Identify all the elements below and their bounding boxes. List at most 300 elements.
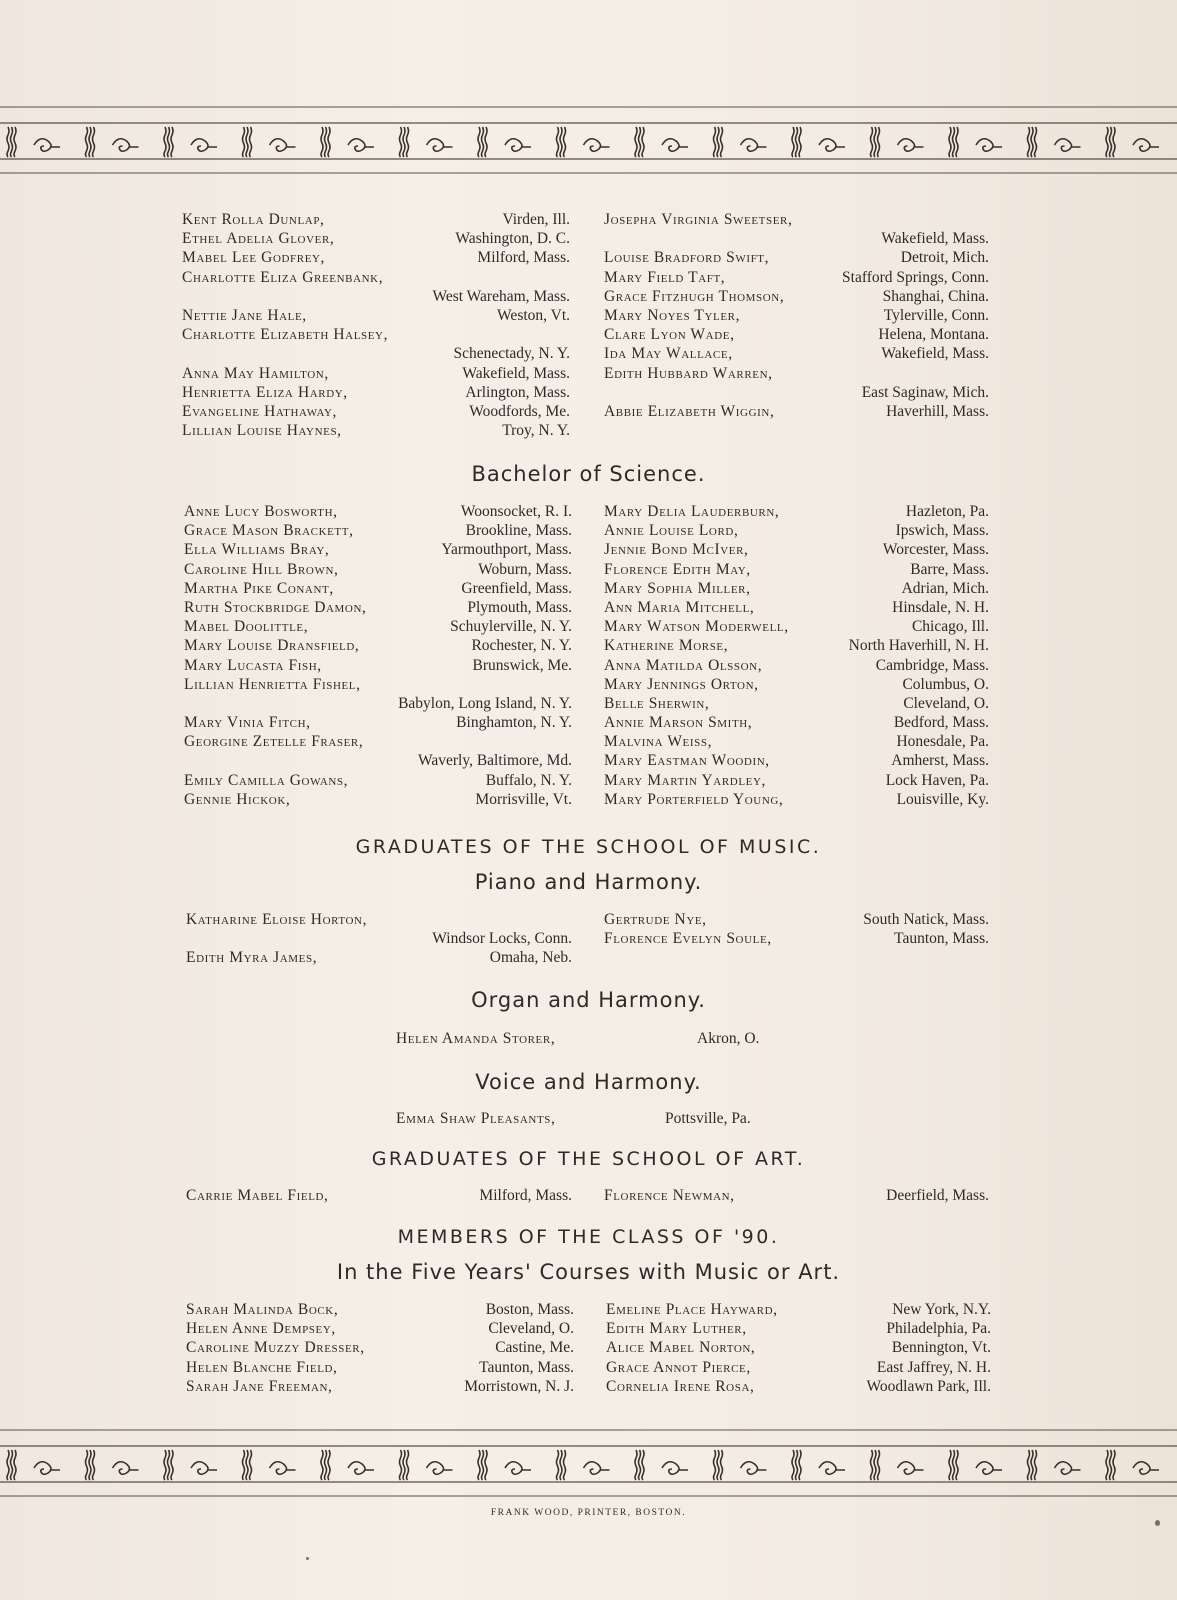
- list-item: [604, 675, 989, 694]
- entry-name: Grace Mason Brackett,: [184, 522, 354, 540]
- border-scroll-ornament: [1055, 139, 1081, 152]
- border-stroke-ornament: [799, 1450, 801, 1480]
- entry-place: Yarmouthport, Mass.: [441, 541, 572, 559]
- entry-name: Ida May Wallace,: [604, 345, 733, 363]
- organ-entry: [396, 1030, 555, 1048]
- entry-place: Omaha, Neb.: [489, 949, 572, 967]
- list-item: [606, 1300, 991, 1319]
- entry-name: Alice Mabel Norton,: [606, 1339, 756, 1357]
- entry-name: Mary Delia Lauderburn,: [604, 503, 780, 520]
- heading-bachelor-of-science: Bachelor of Science.: [471, 462, 706, 486]
- border-stroke-ornament: [403, 127, 405, 157]
- list-item: [606, 1319, 991, 1338]
- list-item: [604, 287, 989, 306]
- list-item: [604, 694, 989, 713]
- top-list-right: [604, 210, 989, 421]
- border-scroll-ornament: [34, 139, 60, 152]
- entry-name: Edith Mary Luther,: [606, 1320, 747, 1338]
- border-stroke-ornament: [796, 1450, 798, 1480]
- entry-name: Annie Louise Lord,: [604, 522, 739, 540]
- heading-class-of-90: MEMBERS OF THE CLASS OF '90.: [397, 1226, 780, 1248]
- border-stroke-ornament: [403, 1450, 405, 1480]
- entry-place: Binghamton, N. Y.: [456, 714, 572, 732]
- list-item: [604, 210, 989, 229]
- list-item: [182, 306, 570, 325]
- top-decorative-border: [0, 105, 1177, 175]
- list-item: [604, 344, 989, 363]
- list-item: [604, 732, 989, 751]
- list-item: [604, 521, 989, 540]
- list-item: [604, 713, 989, 732]
- entry-name: Mary Vinia Fitch,: [184, 714, 311, 732]
- entry-name: Georgine Zetelle Fraser,: [184, 733, 364, 751]
- border-scroll-ornament: [584, 139, 610, 152]
- list-item: [182, 421, 570, 440]
- border-stroke-ornament: [482, 127, 484, 157]
- entry-name: Caroline Muzzy Dresser,: [186, 1339, 365, 1357]
- entry-name: Mabel Doolittle,: [184, 618, 309, 636]
- entry-name: Clare Lyon Wade,: [604, 326, 735, 344]
- piano-list-left: [186, 910, 572, 968]
- entry-name: Belle Sherwin,: [604, 694, 710, 712]
- art-right-place: Deerfield, Mass.: [886, 1187, 989, 1204]
- border-stroke-ornament: [482, 1450, 484, 1480]
- border-scroll-ornament: [113, 1462, 139, 1475]
- list-item: [184, 656, 572, 675]
- entry-name: Charlotte Eliza Greenbank,: [182, 268, 384, 286]
- list-item: [604, 364, 989, 383]
- border-stroke-ornament: [721, 1450, 723, 1480]
- entry-name: Anna Matilda Olsson,: [604, 656, 763, 674]
- border-stroke-ornament: [14, 127, 16, 157]
- border-stroke-ornament: [407, 1450, 409, 1480]
- border-stroke-ornament: [1035, 1450, 1037, 1480]
- entry-name: Edith Myra James,: [186, 949, 318, 967]
- entry-place: East Saginaw, Mich.: [861, 383, 989, 401]
- border-stroke-ornament: [246, 1450, 248, 1480]
- entry-name: Ethel Adelia Glover,: [182, 230, 335, 248]
- list-item: [186, 1338, 574, 1357]
- list-item: [182, 229, 570, 248]
- entry-place: Taunton, Mass.: [894, 930, 989, 948]
- list-item: [184, 694, 572, 713]
- list-item: [604, 636, 989, 655]
- border-stroke-ornament: [407, 127, 409, 157]
- top-list-left: [182, 210, 570, 440]
- paper-speck: [1155, 1520, 1160, 1526]
- art-right-name: Florence Newman,: [604, 1187, 735, 1204]
- list-item: [184, 675, 572, 694]
- border-scroll-ornament: [1055, 1462, 1081, 1475]
- border-stroke-ornament: [7, 1450, 9, 1480]
- list-item: [186, 1300, 574, 1319]
- border-stroke-ornament: [949, 127, 951, 157]
- bottom-decorative-border: [0, 1428, 1177, 1498]
- list-item: [604, 929, 989, 948]
- border-stroke-ornament: [956, 1450, 958, 1480]
- paper-speck: [306, 1557, 309, 1560]
- entry-place: Louisville, Ky.: [896, 790, 989, 808]
- entry-name: Grace Annot Pierce,: [606, 1358, 751, 1376]
- border-stroke-ornament: [7, 127, 9, 157]
- border-stroke-ornament: [400, 1450, 402, 1480]
- entry-name: Nettie Jane Hale,: [182, 306, 307, 324]
- entry-place: Hazleton, Pa.: [905, 503, 989, 520]
- border-scroll-ornament: [741, 1462, 767, 1475]
- list-item: [604, 656, 989, 675]
- entry-name: Charlotte Elizabeth Halsey,: [182, 326, 389, 344]
- border-stroke-ornament: [557, 1450, 559, 1480]
- entry-name: Sarah Malinda Bock,: [186, 1301, 339, 1318]
- border-stroke-ornament: [1110, 127, 1112, 157]
- border-scroll-ornament: [348, 1462, 374, 1475]
- border-stroke-ornament: [246, 127, 248, 157]
- entry-place: Detroit, Mich.: [900, 249, 989, 267]
- entry-name: Kent Rolla Dunlap,: [182, 211, 325, 228]
- border-stroke-ornament: [93, 1450, 95, 1480]
- entry-name: Helen Anne Dempsey,: [186, 1320, 336, 1338]
- list-item: [604, 402, 989, 421]
- list-item: [184, 502, 572, 521]
- entry-place: East Jaffrey, N. H.: [876, 1358, 991, 1376]
- border-stroke-ornament: [799, 127, 801, 157]
- entry-place: Castine, Me.: [495, 1339, 574, 1357]
- border-scroll-ornament: [113, 139, 139, 152]
- border-scroll-ornament: [1133, 139, 1159, 152]
- organ-place-wrap: [697, 1030, 759, 1048]
- entry-place: Babylon, Long Island, N. Y.: [398, 694, 572, 712]
- border-scroll-ornament: [976, 1462, 1002, 1475]
- border-stroke-ornament: [400, 127, 402, 157]
- heading-school-of-art: GRADUATES OF THE SCHOOL OF ART.: [371, 1148, 806, 1170]
- art-left-place: Milford, Mass.: [479, 1187, 572, 1204]
- entry-place: Tylerville, Conn.: [883, 306, 989, 324]
- entry-place: Plymouth, Mass.: [467, 598, 572, 616]
- entry-place: Schenectady, N. Y.: [453, 345, 570, 363]
- border-stroke-ornament: [564, 1450, 566, 1480]
- border-stroke-ornament: [1031, 1450, 1033, 1480]
- border-stroke-ornament: [171, 1450, 173, 1480]
- list-item: [184, 560, 572, 579]
- border-scroll-ornament: [819, 139, 845, 152]
- border-stroke-ornament: [642, 127, 644, 157]
- entry-name: Ella Williams Bray,: [184, 541, 330, 559]
- entry-place: Arlington, Mass.: [465, 383, 570, 401]
- border-scroll-ornament: [898, 139, 924, 152]
- list-item: [604, 560, 989, 579]
- border-stroke-ornament: [1113, 1450, 1115, 1480]
- border-stroke-ornament: [325, 127, 327, 157]
- entry-name: Lillian Louise Haynes,: [182, 422, 342, 440]
- printer-credit: FRANK WOOD, PRINTER, BOSTON.: [490, 1508, 687, 1518]
- border-stroke-ornament: [485, 127, 487, 157]
- border-stroke-ornament: [86, 127, 88, 157]
- entry-name: Lillian Henrietta Fishel,: [184, 675, 361, 693]
- border-stroke-ornament: [168, 127, 170, 157]
- list-item: [184, 598, 572, 617]
- entry-name: Annie Marson Smith,: [604, 714, 753, 732]
- list-item: [604, 248, 989, 267]
- class90-list-right: [606, 1300, 991, 1396]
- entry-name: Grace Fitzhugh Thomson,: [604, 287, 785, 305]
- list-item: [604, 617, 989, 636]
- border-stroke-ornament: [1110, 1450, 1112, 1480]
- list-item: [182, 287, 570, 306]
- entry-place: Boston, Mass.: [485, 1301, 574, 1318]
- list-item: [604, 383, 989, 402]
- entry-name: Cornelia Irene Rosa,: [606, 1377, 755, 1395]
- entry-place: Weston, Vt.: [497, 306, 570, 324]
- border-scroll-ornament: [1133, 1462, 1159, 1475]
- border-stroke-ornament: [639, 1450, 641, 1480]
- entry-place: New York, N.Y.: [892, 1301, 991, 1318]
- entry-place: North Haverhill, N. H.: [848, 637, 989, 655]
- entry-place: Morrisville, Vt.: [475, 790, 572, 808]
- heading-organ-harmony: Organ and Harmony.: [471, 988, 706, 1012]
- entry-place: Brookline, Mass.: [465, 522, 572, 540]
- border-stroke-ornament: [1035, 127, 1037, 157]
- entry-place: Ipswich, Mass.: [895, 522, 989, 540]
- border-stroke-ornament: [560, 1450, 562, 1480]
- border-stroke-ornament: [243, 127, 245, 157]
- entry-name: Anne Lucy Bosworth,: [184, 503, 338, 520]
- class90-list-left: [186, 1300, 574, 1396]
- border-stroke-ornament: [14, 1450, 16, 1480]
- art-left-name: Carrie Mabel Field,: [186, 1187, 329, 1204]
- entry-place: Virden, Ill.: [502, 211, 570, 228]
- voice-name: Emma Shaw Pleasants,: [396, 1110, 556, 1127]
- border-stroke-ornament: [949, 1450, 951, 1480]
- entry-place: Windsor Locks, Conn.: [432, 930, 572, 948]
- entry-place: Rochester, N. Y.: [471, 637, 572, 655]
- list-item: [604, 771, 989, 790]
- list-item: [604, 910, 989, 929]
- border-stroke-ornament: [874, 127, 876, 157]
- border-stroke-ornament: [871, 127, 873, 157]
- border-scroll-ornament: [270, 1462, 296, 1475]
- entry-place: Amherst, Mass.: [891, 752, 989, 770]
- entry-place: Washington, D. C.: [455, 230, 570, 248]
- entry-name: Evangeline Hathaway,: [182, 402, 338, 420]
- border-stroke-ornament: [86, 1450, 88, 1480]
- list-item: [186, 910, 572, 929]
- entry-name: Ruth Stockbridge Damon,: [184, 598, 367, 616]
- entry-place: Woodlawn Park, Ill.: [866, 1377, 991, 1395]
- border-scroll-ornament: [505, 139, 531, 152]
- entry-place: Buffalo, N. Y.: [485, 771, 572, 789]
- list-item: [606, 1338, 991, 1357]
- entry-name: Emily Camilla Gowans,: [184, 771, 349, 789]
- entry-name: Anna May Hamilton,: [182, 364, 329, 382]
- border-scroll-ornament: [741, 139, 767, 152]
- entry-name: Mary Watson Moderwell,: [604, 618, 789, 636]
- entry-place: Stafford Springs, Conn.: [842, 268, 989, 286]
- entry-place: Philadelphia, Pa.: [886, 1320, 991, 1338]
- art-list-right: [604, 1186, 989, 1205]
- entry-place: Cleveland, O.: [903, 694, 989, 712]
- list-item: [182, 402, 570, 421]
- list-item: [604, 325, 989, 344]
- list-item: [186, 1186, 572, 1205]
- border-stroke-ornament: [874, 1450, 876, 1480]
- list-item: [604, 540, 989, 559]
- border-stroke-ornament: [871, 1450, 873, 1480]
- list-item: [604, 579, 989, 598]
- border-stroke-ornament: [478, 1450, 480, 1480]
- entry-name: Mary Noyes Tyler,: [604, 306, 741, 324]
- border-stroke-ornament: [328, 1450, 330, 1480]
- heading-piano-harmony: Piano and Harmony.: [474, 870, 703, 894]
- border-scroll-ornament: [34, 1462, 60, 1475]
- border-stroke-ornament: [639, 127, 641, 157]
- border-scroll-ornament: [584, 1462, 610, 1475]
- entry-place: Barre, Mass.: [910, 560, 989, 578]
- border-stroke-ornament: [717, 1450, 719, 1480]
- border-stroke-ornament: [714, 1450, 716, 1480]
- entry-place: Bennington, Vt.: [891, 1339, 991, 1357]
- border-stroke-ornament: [953, 127, 955, 157]
- list-item: [604, 229, 989, 248]
- list-item: [182, 383, 570, 402]
- list-item: [184, 771, 572, 790]
- border-scroll-ornament: [191, 1462, 217, 1475]
- border-stroke-ornament: [11, 127, 13, 157]
- border-stroke-ornament: [321, 1450, 323, 1480]
- border-stroke-ornament: [93, 127, 95, 157]
- entry-place: Chicago, Ill.: [911, 618, 989, 636]
- entry-place: Greenfield, Mass.: [461, 579, 572, 597]
- heading-school-of-music: GRADUATES OF THE SCHOOL OF MUSIC.: [355, 836, 822, 858]
- border-stroke-ornament: [721, 127, 723, 157]
- list-item: [186, 948, 572, 967]
- heading-voice-harmony: Voice and Harmony.: [475, 1070, 702, 1094]
- entry-name: Mary Field Taft,: [604, 268, 726, 286]
- entry-name: Katherine Morse,: [604, 637, 729, 655]
- border-stroke-ornament: [168, 1450, 170, 1480]
- entry-name: Emeline Place Hayward,: [606, 1301, 778, 1318]
- entry-place: Helena, Montana.: [878, 326, 989, 344]
- border-stroke-ornament: [956, 127, 958, 157]
- border-stroke-ornament: [243, 1450, 245, 1480]
- entry-place: Shanghai, China.: [882, 287, 989, 305]
- border-stroke-ornament: [635, 1450, 637, 1480]
- list-item: [186, 1319, 574, 1338]
- border-stroke-ornament: [164, 1450, 166, 1480]
- border-stroke-ornament: [250, 127, 252, 157]
- entry-place: Columbus, O.: [902, 675, 989, 693]
- border-scroll-ornament: [662, 139, 688, 152]
- entry-name: Mary Jennings Orton,: [604, 675, 759, 693]
- border-stroke-ornament: [878, 1450, 880, 1480]
- entry-name: Mary Eastman Woodin,: [604, 752, 770, 770]
- border-stroke-ornament: [325, 1450, 327, 1480]
- border-stroke-ornament: [89, 127, 91, 157]
- list-item: [184, 636, 572, 655]
- voice-entry: [396, 1110, 555, 1128]
- border-scroll-ornament: [348, 139, 374, 152]
- entry-name: Edith Hubbard Warren,: [604, 364, 773, 382]
- voice-place-wrap: [665, 1110, 751, 1128]
- entry-name: Mary Martin Yardley,: [604, 771, 766, 789]
- entry-place: Cambridge, Mass.: [875, 656, 989, 674]
- border-stroke-ornament: [1028, 1450, 1030, 1480]
- border-stroke-ornament: [328, 127, 330, 157]
- entry-name: Ann Maria Mitchell,: [604, 598, 755, 616]
- border-stroke-ornament: [717, 127, 719, 157]
- entry-place: Taunton, Mass.: [479, 1358, 574, 1376]
- entry-name: Sarah Jane Freeman,: [186, 1377, 333, 1395]
- organ-name: Helen Amanda Storer,: [396, 1030, 556, 1047]
- border-stroke-ornament: [171, 127, 173, 157]
- entry-name: Josepha Virginia Sweetser,: [604, 211, 793, 228]
- entry-place: Brunswick, Me.: [472, 656, 572, 674]
- entry-place: Hinsdale, N. H.: [892, 598, 989, 616]
- entry-name: Malvina Weiss,: [604, 733, 713, 751]
- border-stroke-ornament: [714, 127, 716, 157]
- border-stroke-ornament: [635, 127, 637, 157]
- list-item: [604, 306, 989, 325]
- heading-five-years-courses: In the Five Years' Courses with Music or Art.: [336, 1260, 841, 1284]
- list-item: [606, 1358, 991, 1377]
- list-item: [604, 502, 989, 521]
- list-item: [186, 1358, 574, 1377]
- entry-name: Florence Edith May,: [604, 560, 751, 578]
- list-item: [186, 929, 572, 948]
- list-item: [604, 598, 989, 617]
- border-scroll-ornament: [898, 1462, 924, 1475]
- entry-place: Milford, Mass.: [477, 249, 570, 267]
- entry-name: Abbie Elizabeth Wiggin,: [604, 402, 775, 420]
- entry-place: Woodfords, Me.: [469, 402, 570, 420]
- entry-name: Mary Lucasta Fish,: [184, 656, 322, 674]
- border-stroke-ornament: [89, 1450, 91, 1480]
- border-stroke-ornament: [564, 127, 566, 157]
- entry-name: Jennie Bond McIver,: [604, 541, 749, 559]
- border-stroke-ornament: [953, 1450, 955, 1480]
- entry-name: Florence Evelyn Soule,: [604, 930, 772, 948]
- entry-place: Woburn, Mass.: [478, 560, 572, 578]
- entry-place: Wakefield, Mass.: [881, 230, 989, 248]
- border-stroke-ornament: [164, 127, 166, 157]
- border-stroke-ornament: [642, 1450, 644, 1480]
- border-scroll-ornament: [976, 139, 1002, 152]
- entry-name: Katharine Eloise Horton,: [186, 911, 368, 928]
- border-stroke-ornament: [321, 127, 323, 157]
- entry-place: Lock Haven, Pa.: [885, 771, 989, 789]
- entry-place: Adrian, Mich.: [901, 579, 989, 597]
- border-stroke-ornament: [792, 1450, 794, 1480]
- entry-place: Haverhill, Mass.: [886, 402, 989, 420]
- border-scroll-ornament: [427, 1462, 453, 1475]
- border-stroke-ornament: [1113, 127, 1115, 157]
- voice-place: Pottsville, Pa.: [665, 1110, 751, 1127]
- list-item: [182, 344, 570, 363]
- list-item: [604, 268, 989, 287]
- border-scroll-ornament: [270, 139, 296, 152]
- border-scroll-ornament: [191, 139, 217, 152]
- entry-place: Morristown, N. J.: [464, 1377, 574, 1395]
- border-stroke-ornament: [11, 1450, 13, 1480]
- border-stroke-ornament: [792, 127, 794, 157]
- list-item: [184, 579, 572, 598]
- border-stroke-ornament: [1106, 1450, 1108, 1480]
- entry-name: Louise Bradford Swift,: [604, 249, 770, 267]
- list-item: [186, 1377, 574, 1396]
- entry-place: Woonsocket, R. I.: [460, 503, 572, 520]
- entry-place: Wakefield, Mass.: [462, 364, 570, 382]
- list-item: [184, 732, 572, 751]
- border-stroke-ornament: [1028, 127, 1030, 157]
